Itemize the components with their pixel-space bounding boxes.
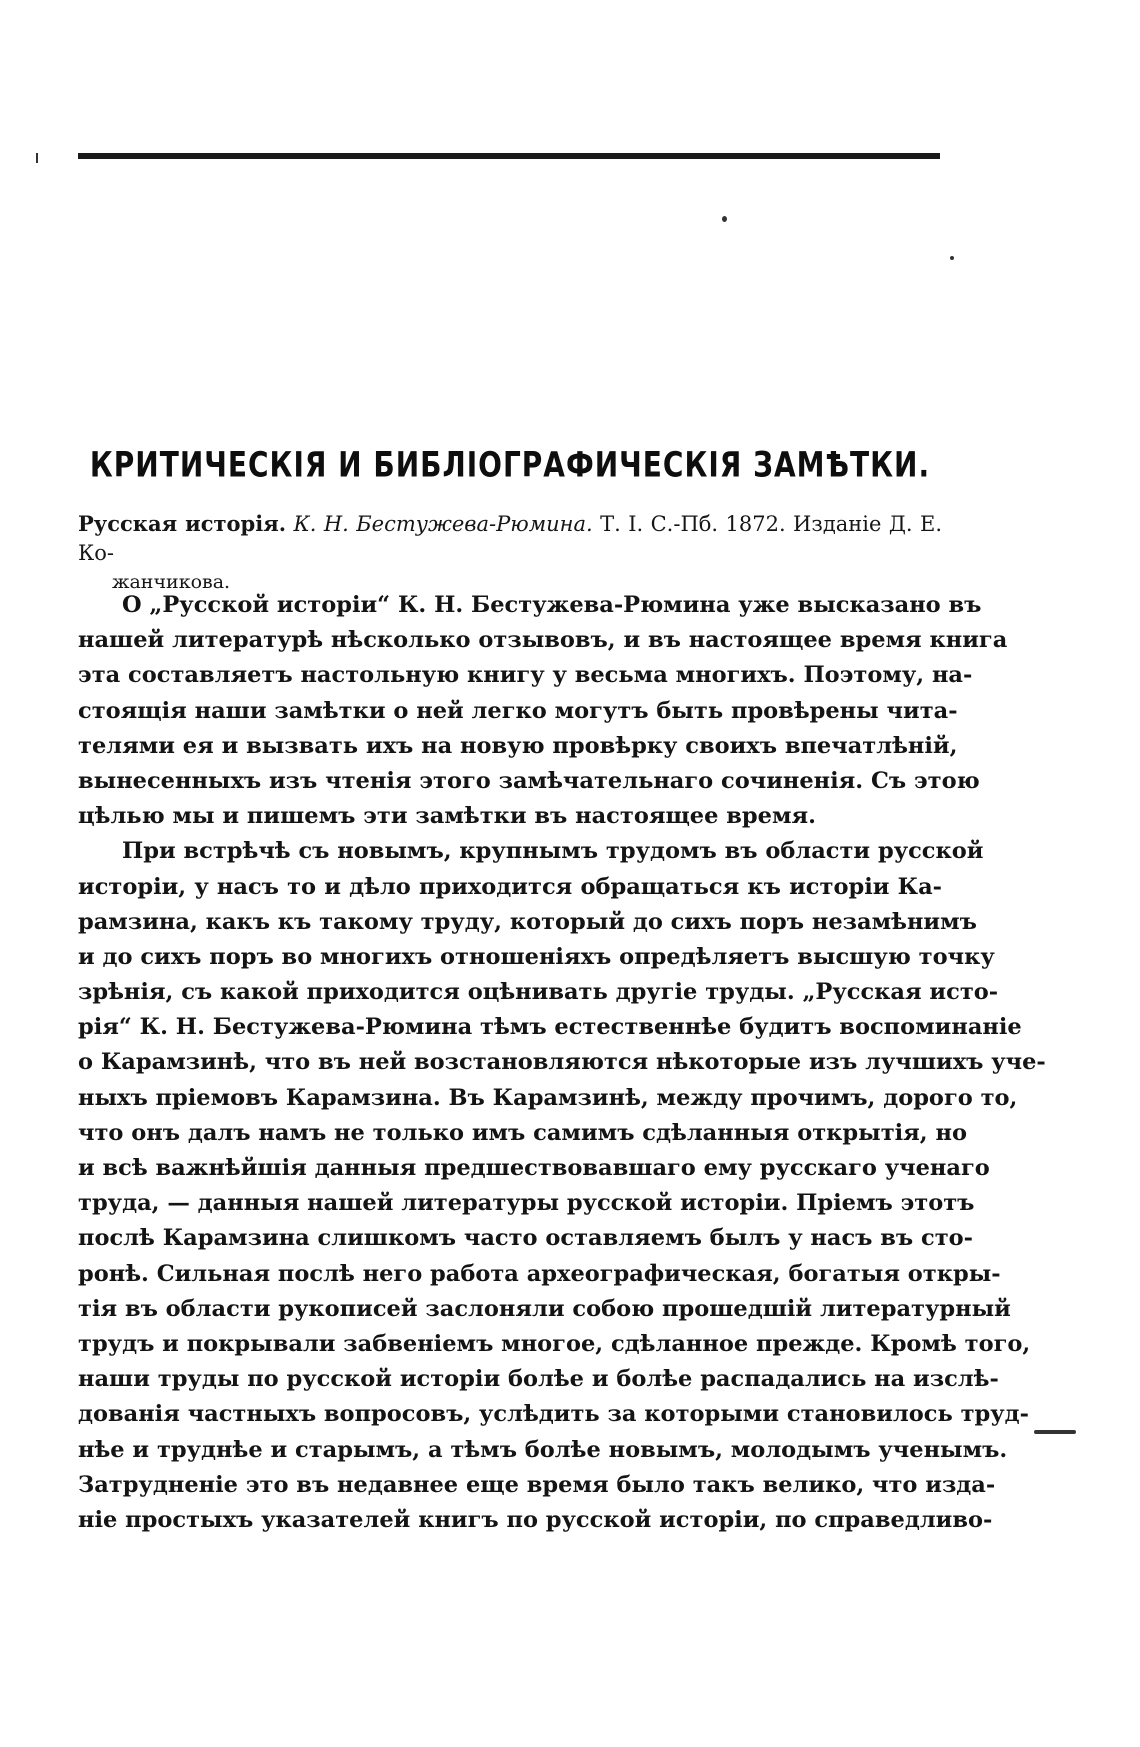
paragraph-1 <box>78 588 1008 834</box>
text-line: тія въ области рукописей заслоняли собою прошедшій литературный <box>78 1295 1011 1322</box>
paragraph-2 <box>78 834 1046 1538</box>
speck <box>36 153 38 163</box>
text-line: вынесенныхъ изъ чтенія этого замѣчательнаго сочиненія. Съ этою <box>78 767 980 794</box>
text-line: трудъ и покрывали забвеніемъ многое, сдѣланное прежде. Кромѣ того, <box>78 1330 1031 1357</box>
text-line: телями ея и вызвать ихъ на новую провѣрку своихъ впечатлѣній, <box>78 732 958 759</box>
article-body <box>78 588 1046 1538</box>
text-line: дованія частныхъ вопросовъ, услѣдить за которыми становилось труд- <box>78 1401 1029 1428</box>
book-title: Русская исторія. <box>78 511 287 536</box>
text-line: ныхъ пріемовъ Карамзина. Въ Карамзинѣ, между прочимъ, дорого то, <box>78 1084 1018 1111</box>
text-line: о Карамзинѣ, что въ ней возстановляются нѣкоторые изъ лучшихъ уче- <box>78 1049 1046 1076</box>
speck <box>1034 1430 1076 1434</box>
book-author: К. Н. Бестужева-Рюмина. <box>293 512 593 536</box>
text-line: рамзина, какъ къ такому труду, который до сихъ поръ незамѣнимъ <box>78 908 977 935</box>
text-line: наши труды по русской исторіи болѣе и болѣе распадались на изслѣ- <box>78 1366 999 1393</box>
text-line: ронѣ. Сильная послѣ него работа археографическая, богатыя откры- <box>78 1260 1001 1287</box>
text-line: нѣе и труднѣе и старымъ, а тѣмъ болѣе новымъ, молодымъ ученымъ. <box>78 1436 1008 1463</box>
text-line: Затрудненіе это въ недавнее еще время было такъ велико, что изда- <box>78 1471 996 1498</box>
book-details: Т. I. С.-Пб. 1872. Изданіе Д. Е. Ко- <box>78 512 943 565</box>
citation-line <box>78 509 942 568</box>
text-line: что онъ далъ намъ не только имъ самимъ сдѣланныя открытія, но <box>78 1119 967 1146</box>
text-line: труда, — данныя нашей литературы русской исторіи. Пріемъ этотъ <box>78 1190 975 1217</box>
text-line: зрѣнія, съ какой приходится оцѣнивать другіе труды. „Русская исто- <box>78 979 999 1006</box>
text-line: и всѣ важнѣйшія данныя предшествовавшаго ему русскаго ученаго <box>78 1155 990 1181</box>
text-line: О „Русской исторіи“ К. Н. Бестужева-Рюмина уже высказано въ <box>122 592 982 618</box>
text-line: ніе простыхъ указателей книгъ по русской исторіи, по справедливо- <box>78 1506 993 1533</box>
text-line: нашей литературѣ нѣсколько отзывовъ, и въ настоящее время книга <box>78 627 1008 654</box>
text-line: послѣ Карамзина слишкомъ часто оставляемъ былъ у насъ въ сто- <box>78 1225 973 1252</box>
text-line: исторіи, у насъ то и дѣло приходится обращаться къ исторіи Ка- <box>78 873 942 900</box>
text-line: цѣлью мы и пишемъ эти замѣтки въ настоящее время. <box>78 803 816 830</box>
text-line: рія“ К. Н. Бестужева-Рюмина тѣмъ естественнѣе будитъ воспоминаніе <box>78 1014 1022 1041</box>
text-line: и до сихъ поръ во многихъ отношеніяхъ опредѣляетъ высшую точку <box>78 943 995 970</box>
text-line: стоящія наши замѣтки о ней легко могутъ быть провѣрены чита- <box>78 697 958 724</box>
citation-continuation: жанчикова. <box>112 571 231 593</box>
page-heading: КРИТИЧЕСКІЯ И БИБЛІОГРАФИЧЕСКІЯ ЗАМѢТКИ. <box>89 444 931 486</box>
text-line: эта составляетъ настольную книгу у весьма многихъ. Поэтому, на- <box>78 662 973 689</box>
text-line: При встрѣчѣ съ новымъ, крупнымъ трудомъ въ области русской <box>122 838 984 865</box>
speck <box>722 216 727 222</box>
book-citation <box>78 509 942 597</box>
top-rule <box>78 153 940 159</box>
speck <box>950 256 954 260</box>
